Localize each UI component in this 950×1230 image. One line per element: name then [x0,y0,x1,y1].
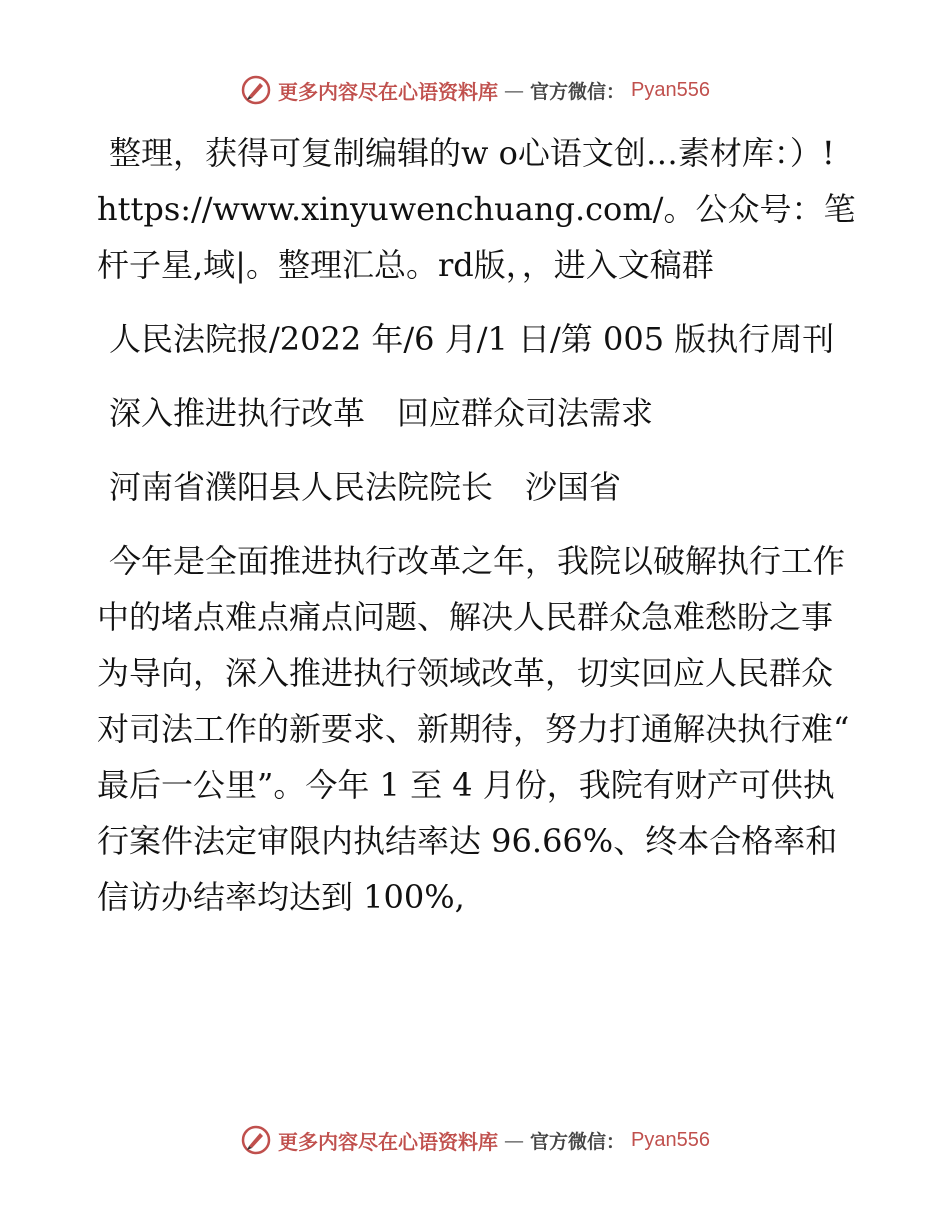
author-line [97,459,857,515]
header-wechat-id: Pyan556 [631,78,710,101]
source-text: 人民法院报/2022 年/6 月/1 日/第 005 版执行周刊 [109,320,835,358]
footer-site-text: 更多内容尽在心语资料库 [278,1129,498,1154]
author-text: 河南省濮阳县人民法院院长 沙国省 [109,468,622,506]
footer-wechat-id: Pyan556 [631,1128,710,1151]
header-site-text: 更多内容尽在心语资料库 [278,79,498,104]
document-body [97,125,857,943]
brush-logo-icon [240,74,272,106]
footer-wechat-label: 官方微信： [530,1130,626,1153]
intro-paragraph [97,125,857,293]
brush-logo-icon [240,1124,272,1156]
header-banner [240,74,710,106]
article-title-text: 深入推进执行改革 回应群众司法需求 [109,394,654,432]
page-header [0,70,950,110]
body-text: 今年是全面推进执行改革之年，我院以破解执行工作中的堵点难点痛点问题、解决人民群众急难愁盼之事为导向，深入推进执行领域改革，切实回应人民群众对司法工作的新要求、新期待，努力打通解决执行难“ 最后一公里”。今年 1 至 4 月份，我院有财产可供执行案件法定审限内执结率达 96.66%、终本合格率和信访办结率均达到 100%, [97,542,850,916]
footer-separator: — [504,1128,524,1152]
source-line [97,311,857,367]
article-title [97,385,857,441]
header-separator: — [504,78,524,102]
footer-banner [240,1124,710,1156]
header-wechat-label: 官方微信： [530,80,626,103]
intro-text: 整理，获得可复制编辑的w o心语文创…素材库：）! https://www.xinyuwenchuang.com/。公众号：笔杆子星,域|。整理汇总。rd版，，进入文稿群 [97,134,856,284]
body-paragraph [97,533,857,925]
page-footer [0,1120,950,1160]
